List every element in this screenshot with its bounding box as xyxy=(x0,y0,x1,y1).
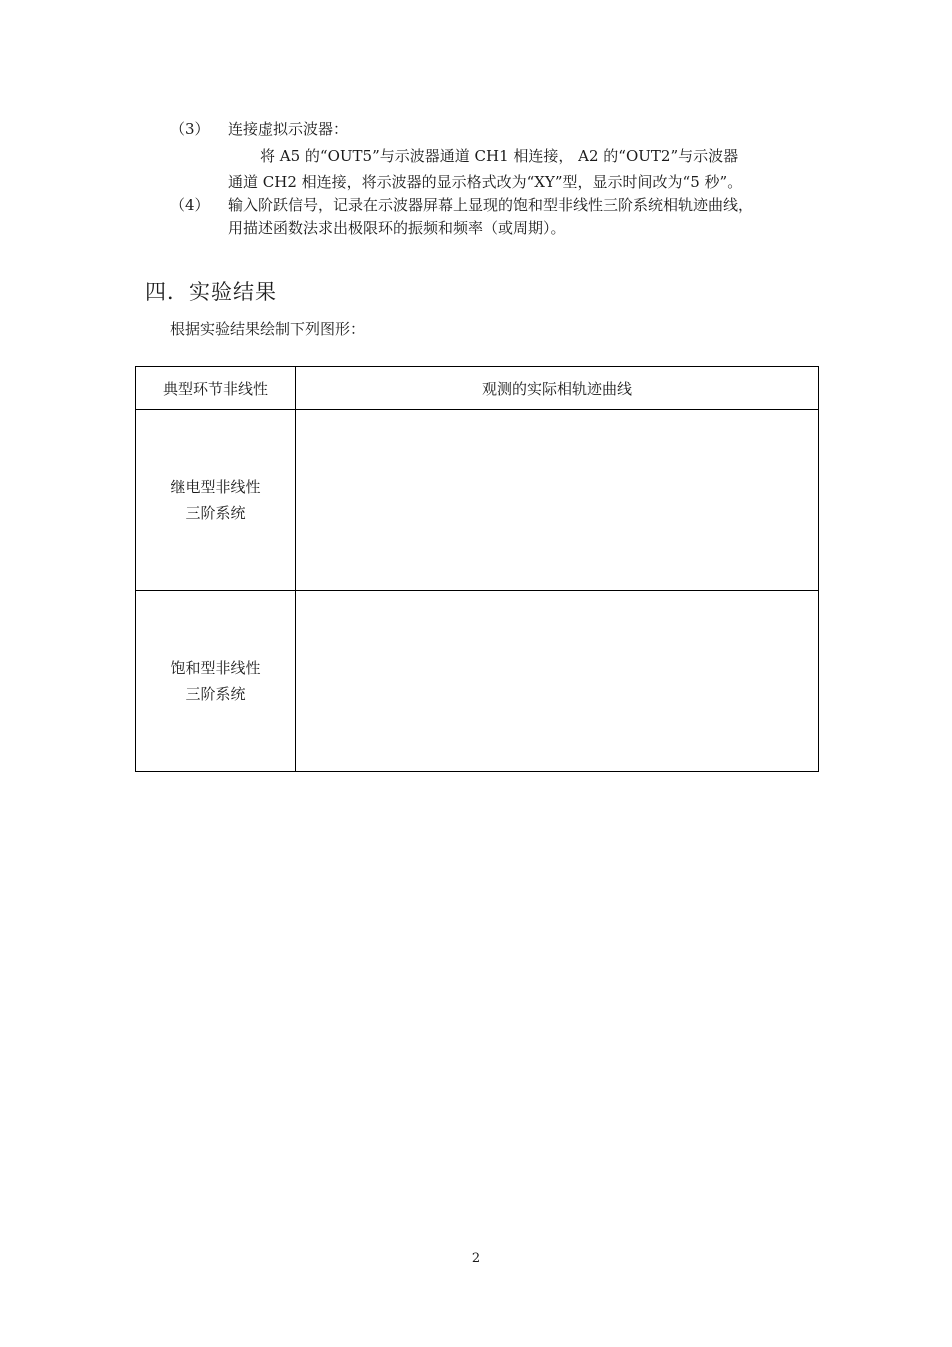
section-intro: 根据实验结果绘制下列图形： xyxy=(170,320,366,338)
table-row xyxy=(136,591,819,772)
trajectory-cell-saturation xyxy=(296,591,819,772)
header-nonlinearity: 典型环节非线性 xyxy=(136,367,296,410)
step-3-number: （3） xyxy=(170,120,210,138)
step-4-text-line-2: 用描述函数法求出极限环的振频和频率（或周期）。 xyxy=(228,219,566,237)
row-label-relay xyxy=(136,410,296,591)
step-3-text-line-1: 将 A5 的“OUT5”与示波器通道 CH1 相连接， A2 的“OUT2”与示波器 xyxy=(260,147,739,165)
row-label-saturation-line-2: 三阶系统 xyxy=(185,685,246,703)
step-4-text-line-1: 输入阶跃信号，记录在示波器屏幕上显现的饱和型非线性三阶系统相轨迹曲线， xyxy=(228,196,754,214)
table-row xyxy=(136,410,819,591)
trajectory-cell-relay xyxy=(296,410,819,591)
table-header-row xyxy=(136,367,819,410)
section-heading: 四．实验结果 xyxy=(145,280,277,304)
page-number: 2 xyxy=(471,1251,481,1266)
step-4-number: （4） xyxy=(170,196,210,214)
row-label-relay-line-2: 三阶系统 xyxy=(185,504,246,522)
row-label-relay-line-1: 继电型非线性 xyxy=(170,478,261,496)
step-3-title: 连接虚拟示波器： xyxy=(228,120,349,138)
row-label-saturation-line-1: 饱和型非线性 xyxy=(170,659,261,677)
results-table xyxy=(135,366,819,772)
header-phase-trajectory: 观测的实际相轨迹曲线 xyxy=(296,367,819,410)
row-label-saturation xyxy=(136,591,296,772)
step-3-text-line-2: 通道 CH2 相连接，将示波器的显示格式改为“XY”型，显示时间改为“5 秒”。 xyxy=(228,173,743,191)
